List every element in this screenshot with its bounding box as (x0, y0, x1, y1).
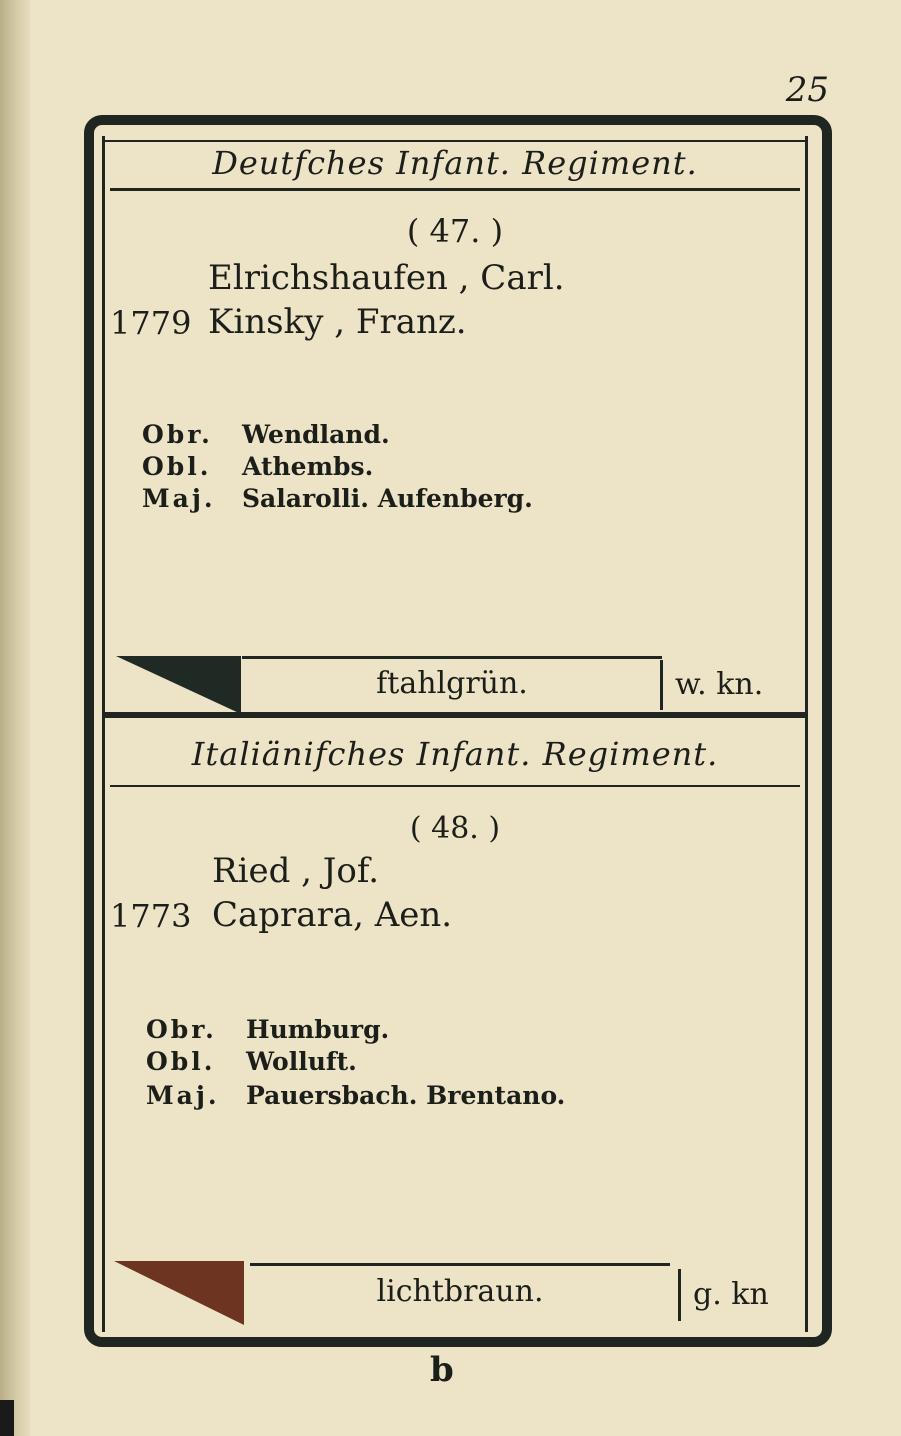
title-rule (110, 785, 800, 787)
officer-line-lieutenant-colonel (146, 1047, 357, 1076)
title-rule (110, 188, 800, 191)
section-divider (102, 712, 808, 718)
officer-line-colonel (142, 420, 390, 449)
regiment-flag-icon (116, 656, 241, 714)
owner-name: Elrichshaufen , Carl. (208, 258, 565, 298)
facing-color: ftahlgrün. (242, 656, 662, 709)
officer-line-major (142, 484, 533, 513)
regiment-flag-icon (114, 1261, 244, 1325)
owner-name: Kinsky , Franz. (208, 302, 467, 342)
button-color: w. kn. (660, 660, 805, 710)
officer-line-colonel (146, 1015, 389, 1044)
regiment-section-48 (102, 725, 808, 1335)
signature-mark: b (430, 1350, 454, 1390)
rank-label: Obr. (142, 420, 213, 449)
officer-names: Pauersbach. Brentano. (246, 1081, 566, 1110)
rank-label: Obl. (142, 452, 212, 481)
button-color: g. kn (678, 1269, 805, 1321)
regiment-title: Deutfches Infant. Regiment. (212, 144, 698, 182)
page-edge-mark (0, 1400, 14, 1436)
officer-names: Athembs. (242, 452, 374, 481)
officer-names: Wolluft. (246, 1047, 357, 1076)
regiment-number: ( 47. ) (406, 212, 504, 250)
owner-name: Ried , Jof. (212, 851, 380, 891)
officer-names: Humburg. (246, 1015, 390, 1044)
regiment-section-47 (102, 140, 808, 715)
owner-year: 1773 (110, 897, 192, 935)
facing-color: lichtbraun. (250, 1263, 670, 1318)
officer-names: Salarolli. Aufenberg. (242, 484, 533, 513)
officer-line-major (146, 1081, 565, 1110)
owner-year: 1779 (110, 304, 192, 342)
page-number: 25 (785, 70, 829, 110)
rank-label: Maj. (142, 484, 216, 513)
rank-label: Obl. (146, 1047, 216, 1076)
rank-label: Maj. (146, 1081, 220, 1110)
rank-label: Obr. (146, 1015, 217, 1044)
officer-names: Wendland. (242, 420, 390, 449)
officer-line-lieutenant-colonel (142, 452, 373, 481)
book-spine-shadow (0, 0, 30, 1436)
regiment-number: ( 48. ) (409, 811, 501, 846)
owner-name: Caprara, Aen. (212, 895, 453, 935)
regiment-title: Italiänifches Infant. Regiment. (191, 735, 719, 773)
